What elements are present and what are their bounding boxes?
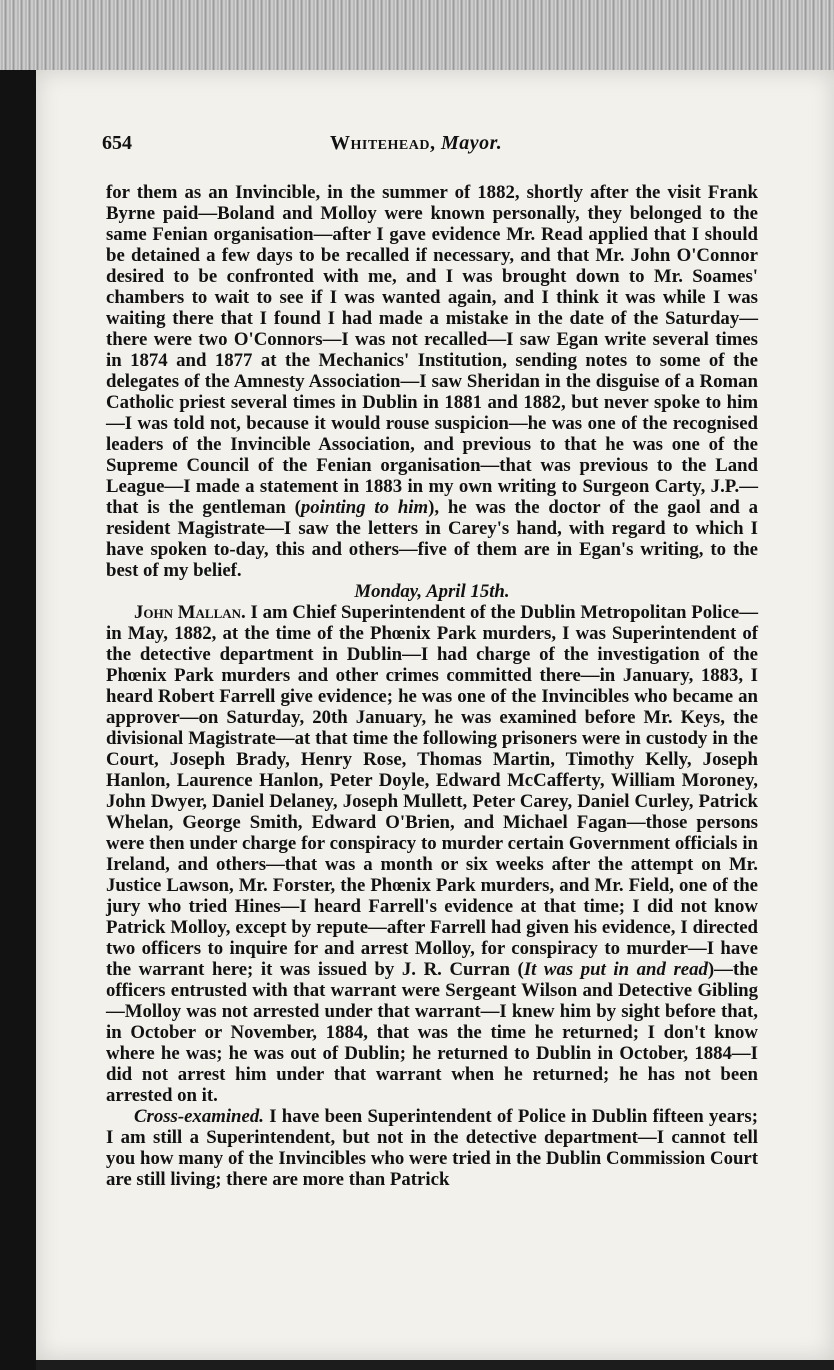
para1-end: ), he was the doctor of the gaol and a resident Magistrate—I saw the letters in Carey's hand, with regard to which I have spoken to-day, this and others—five of them are in Egan's writing, to the best of my belief.	[106, 497, 759, 581]
para1-italic: pointing to him	[300, 497, 429, 518]
para1-text: for them as an Invincible, in the summer of 1882, shortly after the visit Frank Byrne paid—Boland and Molloy were known personally, they belonged to the same Fenian organisation—after I gave evidence Mr. Read applied that I should be detained a few days to be recalled if necessary, and that Mr. John O'Connor desired to be confronted with me, and I was brought down to Mr. Soames' chambers to wait to see if I was wanted again, and I think it was while I was waiting there that I found I had made a mistake in the date of the Saturday—there were two O'Connors—I was not recalled—I saw Egan write several times in 1874 and 1877 at the Mechanics' Institution, sending notes to some of the delegates of the Amnesty Association—I saw Sheridan in the disguise of a Roman Catholic priest several times in Dublin in 1881 and 1882, but never spoke to him—I was told not, because it would rouse suspicion—he was one of the recognised leaders of the Invincible Association, and previous to that he was one of the Supreme Council of the Fenian organisation—that was previous to the Land League—I made a statement in 1883 in my own writing to Surgeon Carty, J.P.—that is the gentleman (	[106, 182, 758, 518]
para2-end: )—the officers entrusted with that warrant were Sergeant Wilson and Detective Gibling—Molloy was not arrested under that warrant—I knew him by sight before that, in October or November, 1884, that was the time he returned; I don't know where he was; he was out of Dublin; he returned to Dublin in October, 1884—I did not arrest him under that warrant when he returned; he has not been arrested on it.	[106, 959, 758, 1106]
para3-text: I have been Superintendent of Police in Dublin fifteen years; I am still a Superintendent, but not in the detective department—I cannot tell you how many of the Invincibles who were tried in the Dublin Commission Court are still living; there are more than Patrick	[106, 1106, 758, 1190]
body-text	[106, 182, 758, 1190]
para2-text: I am Chief Superintendent of the Dublin Metropolitan Police—in May, 1882, at the time of the Phœnix Park murders, I was Superintendent of the detective department in Dublin—I had charge of the investigation of the Phœnix Park murders and other crimes committed there—in January, 1883, I heard Robert Farrell give evidence; he was one of the Invincibles who became an approver—on Saturday, 20th January, he was examined before Mr. Keys, the divisional Magistrate—at that time the following prisoners were in custody in the Court, Joseph Brady, Henry Rose, Thomas Martin, Timothy Kelly, Joseph Hanlon, Laurence Hanlon, Peter Doyle, Edward McCafferty, William Moroney, John Dwyer, Daniel Delaney, Joseph Mullett, Peter Carey, Daniel Curley, Patrick Whelan, George Smith, Edward O'Brien, and Michael Fagan—those persons were then under charge for conspiracy to murder certain Government officials in Ireland, and others—that was a month or six weeks after the attempt on Mr. Justice Lawson, Mr. Forster, the Phœnix Park murders, and Mr. Field, one of the jury who tried Hines—I heard Farrell's evidence at that time; I did not know Patrick Molloy, except by repute—after Farrell had given his evidence, I directed two officers to inquire for and arrest Molloy, for conspiracy to murder—I have the warrant here; it was issued by J. R. Curran (	[106, 602, 758, 980]
speaker-name: John Mallan.	[134, 602, 246, 623]
para2-italic: It was put in and read	[523, 959, 708, 980]
page-number: 654	[102, 132, 132, 154]
paragraph-testimony	[106, 602, 758, 1106]
scan-top-border	[0, 0, 834, 70]
paragraph-continuation	[106, 182, 758, 581]
paragraph-cross-examination	[106, 1106, 758, 1190]
cross-examined-label: Cross-examined.	[134, 1106, 264, 1127]
running-head-name: Whitehead,	[330, 132, 436, 154]
book-page	[36, 70, 834, 1360]
dateline: Monday, April 15th.	[354, 581, 510, 602]
scan-left-border	[0, 70, 36, 1370]
running-head-title: Mayor.	[440, 132, 503, 154]
running-head	[330, 132, 502, 155]
